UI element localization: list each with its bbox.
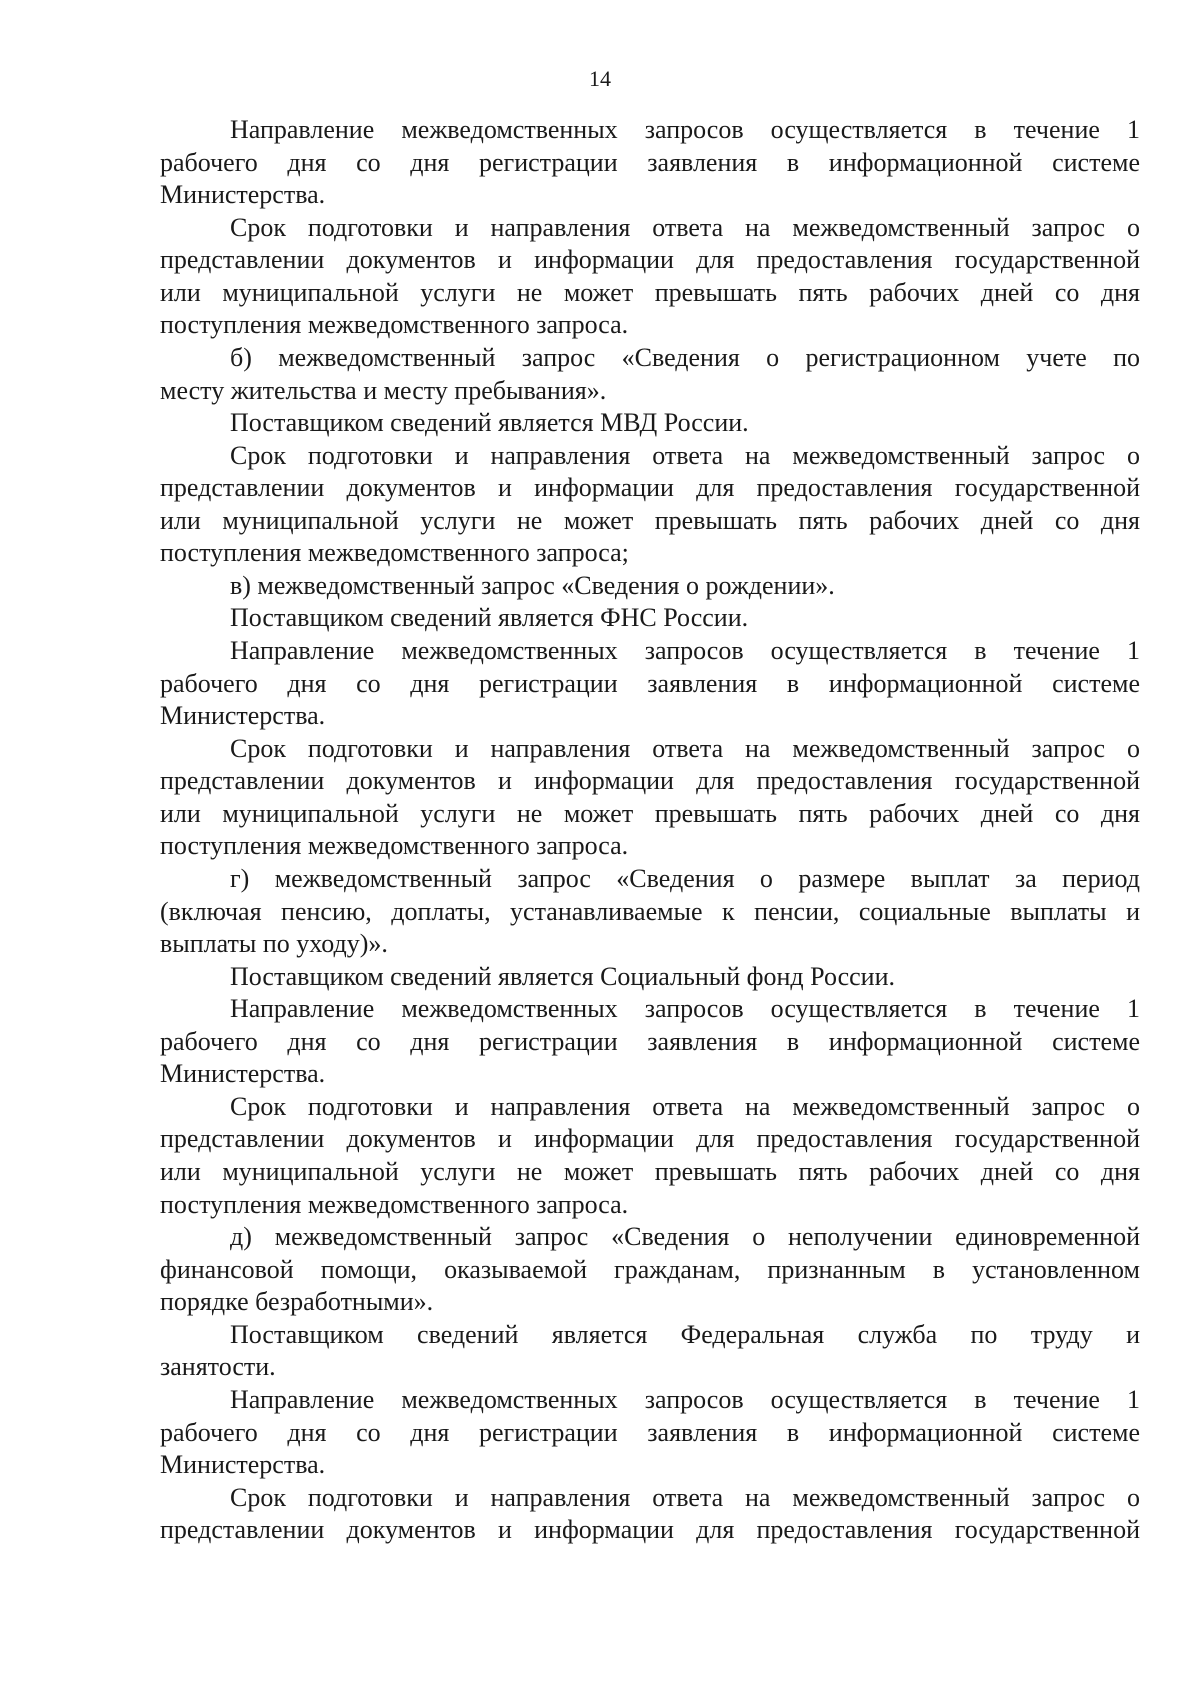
text-line: Направление межведомственных запросов осуществляется в течение 1 [230, 115, 1140, 144]
text-line: представлении документов и информации для предоставления государственной [160, 766, 1140, 796]
text-line: Направление межведомственных запросов осуществляется в течение 1 [230, 994, 1140, 1024]
text-line: или муниципальной услуги не может превышать пять рабочих дней со дня [160, 277, 1140, 307]
text-line: г) межведомственный запрос «Сведения о размере выплат за период [230, 863, 1140, 893]
text-line: б) межведомственный запрос «Сведения о регистрационном учете по [230, 342, 1140, 372]
text-line: Поставщиком сведений является Социальный фонд России. [230, 961, 896, 991]
text-line: Министерства. [160, 701, 326, 731]
text-line: представлении документов и информации для предоставления государственной [160, 1515, 1140, 1545]
text-line: Министерства. [160, 180, 326, 210]
text-line: рабочего дня со дня регистрации заявления в информационной системе [160, 147, 1140, 177]
text-line: поступления межведомственного запроса; [160, 538, 629, 568]
text-line: поступления межведомственного запроса. [160, 831, 629, 861]
text-line: поступления межведомственного запроса. [160, 310, 629, 340]
text-line: Срок подготовки и направления ответа на межведомственный запрос о [230, 1482, 1140, 1512]
text-line: Министерства. [160, 1450, 326, 1480]
text-line: или муниципальной услуги не может превышать пять рабочих дней со дня [160, 798, 1140, 828]
text-line: Министерства. [160, 1059, 326, 1089]
text-line: Поставщиком сведений является Федеральная служба по труду и [230, 1319, 1140, 1349]
text-line: Срок подготовки и направления ответа на межведомственный запрос о [230, 440, 1140, 470]
text-line: рабочего дня со дня регистрации заявления в информационной системе [160, 668, 1140, 698]
text-line: Направление межведомственных запросов осуществляется в течение 1 [230, 636, 1140, 665]
text-line: в) межведомственный запрос «Сведения о рождении». [230, 570, 835, 600]
text-line: рабочего дня со дня регистрации заявления в информационной системе [160, 1417, 1140, 1447]
text-line: выплаты по уходу)». [160, 929, 388, 959]
text-line: рабочего дня со дня регистрации заявления в информационной системе [160, 1026, 1140, 1056]
text-line: Срок подготовки и направления ответа на межведомственный запрос о [230, 733, 1140, 763]
text-line: Срок подготовки и направления ответа на межведомственный запрос о [230, 212, 1140, 242]
document-body [160, 114, 1140, 1547]
text-line: поступления межведомственного запроса. [160, 1189, 629, 1219]
text-line: Срок подготовки и направления ответа на межведомственный запрос о [230, 1091, 1140, 1121]
text-line: представлении документов и информации для предоставления государственной [160, 1124, 1140, 1154]
text-line: представлении документов и информации для предоставления государственной [160, 245, 1140, 275]
page-number: 14 [589, 66, 611, 91]
text-line: порядке безработными». [160, 1287, 434, 1317]
text-line: представлении документов и информации для предоставления государственной [160, 473, 1140, 503]
text-line: занятости. [160, 1352, 276, 1382]
text-line: Поставщиком сведений является ФНС России. [230, 603, 749, 633]
text-line: Направление межведомственных запросов осуществляется в течение 1 [230, 1384, 1140, 1414]
text-line: месту жительства и месту пребывания». [160, 375, 607, 405]
text-line: д) межведомственный запрос «Сведения о неполучении единовременной [230, 1222, 1140, 1252]
text-line: или муниципальной услуги не может превышать пять рабочих дней со дня [160, 1157, 1140, 1186]
text-line: (включая пенсию, доплаты, устанавливаемые к пенсии, социальные выплаты и [160, 896, 1140, 926]
text-line: Поставщиком сведений является МВД России. [230, 408, 749, 438]
text-line: или муниципальной услуги не может превышать пять рабочих дней со дня [160, 505, 1140, 535]
text-line: финансовой помощи, оказываемой гражданам, признанным в установленном [160, 1254, 1140, 1284]
